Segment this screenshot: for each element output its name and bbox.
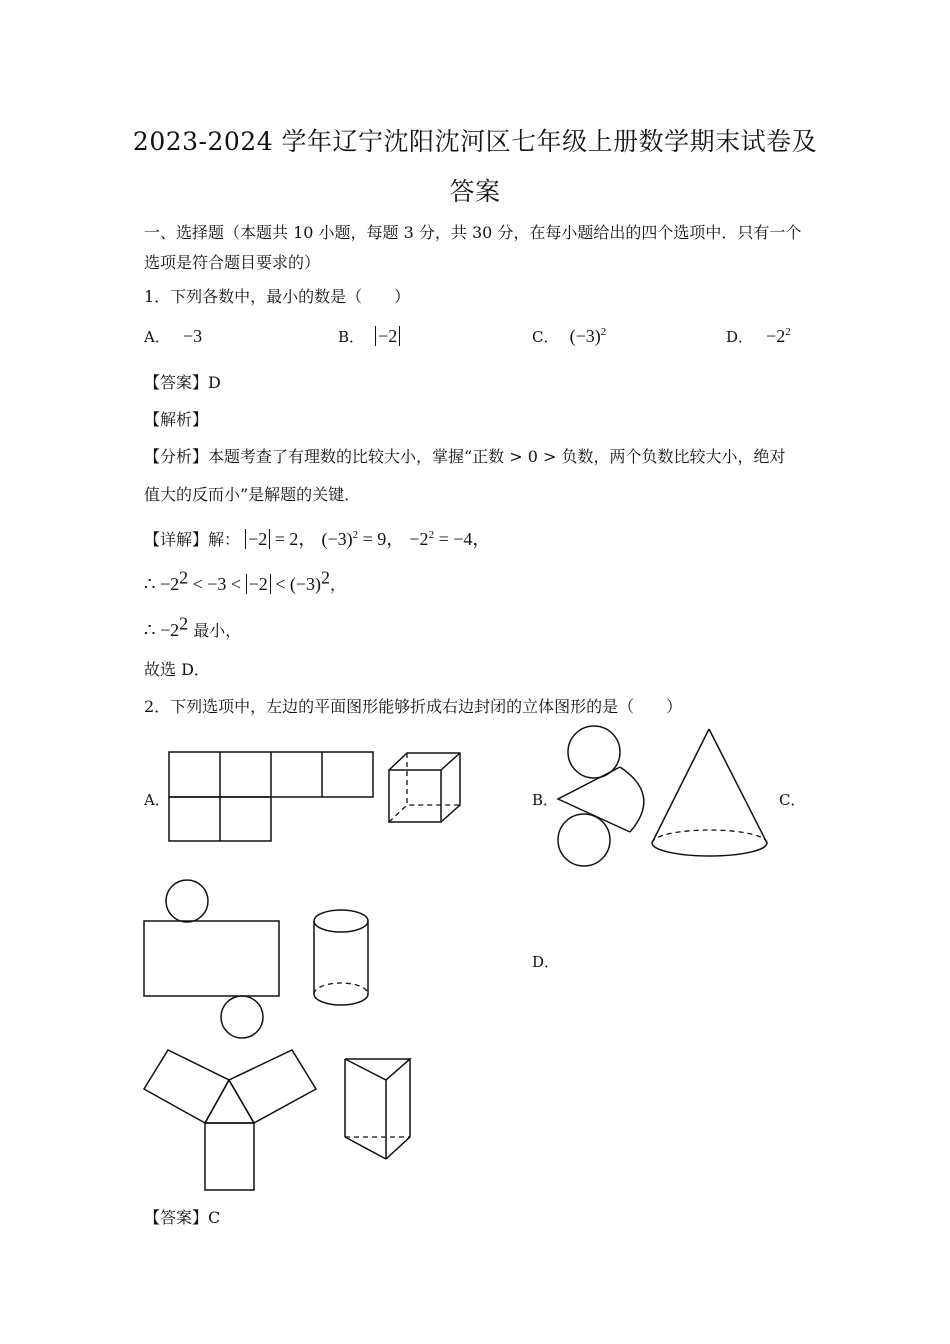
q1-option-d-base: −2 [766,326,786,346]
q1-therefore2-exp: 2 [179,613,189,634]
q2-option-d-label: D． [532,953,560,971]
q1-detail-eq3: = −4， [434,529,491,549]
q2-d-cylinder-net [144,880,279,1038]
q2-prism [345,1059,410,1159]
q1-detail-neg-power-base: −2 [409,529,429,549]
section-heading-cont: 选项是符合题目要求的） [144,253,321,272]
q1-detail-power-exp: 2 [352,529,359,541]
q1-detail-power-base: (−3) [321,529,353,549]
q1-therefore2-a: ∴ −2 [144,620,180,640]
q2-prism-net [144,1050,316,1190]
q2-option-a-label: A． [144,791,170,809]
q2-a-cube-net [169,752,373,841]
q1-therefore1-abs: −2 [246,574,271,594]
q1-therefore1-end: ， [330,575,347,594]
question-2-stem: 2．下列选项中，左边的平面图形能够折成右边封闭的立体图形的是（ ） [144,697,683,716]
q1-option-a-label: A． [144,328,170,346]
question-1-stem: 1．下列各数中，最小的数是（ ） [144,287,411,306]
q1-analysis-line1: 【分析】本题考查了有理数的比较大小，掌握“正数 > 0 > 负数，两个负数比较大小，绝对 [144,447,786,466]
q2-option-b-label: B． [532,791,559,809]
q1-therefore1-a: ∴ −2 [144,574,180,594]
q1-option-d-exponent: 2 [785,326,791,338]
q1-detail-eq1: = 2， [270,529,317,549]
document-title-line2: 答案 [449,177,501,206]
document-title-line1: 2023-2024 学年辽宁沈阳沈河区七年级上册数学期末试卷及 [132,127,818,156]
q1-option-b-value: −2 [375,326,400,346]
q1-therefore2-b: 最小， [188,621,242,640]
q1-option-c-exponent: 2 [600,326,607,338]
q2-a-cube [389,753,460,822]
q2-c-cone [652,729,767,856]
q1-detail-prefix: 【详解】解： [144,530,241,549]
q1-option-c-base: (−3) [569,326,601,346]
q1-analysis-line2: 值大的反而小”是解题的关键． [144,485,361,504]
q1-option-c-label: C． [532,328,559,346]
q2-b-cone-net [558,726,644,866]
q1-answer: 【答案】D [144,373,221,392]
q1-conclusion: 故选 D． [144,660,210,679]
q1-option-d-label: D． [726,328,754,346]
q2-option-c-label: C． [779,791,806,809]
q1-option-b-label: B． [338,328,365,346]
q2-answer: 【答案】C [144,1208,221,1227]
section-heading: 一、选择题（本题共 10 小题，每题 3 分，共 30 分，在每小题给出的四个选项中．只有一个 [144,223,802,242]
q1-analysis-heading: 【解析】 [144,410,209,429]
q1-detail-abs: −2 [245,529,270,549]
q1-therefore1-b: < −3 < [188,574,246,594]
q1-detail-neg-power-exp: 2 [428,529,435,541]
q1-detail-eq2: = 9， [358,529,405,549]
q2-d-cylinder [314,910,368,1005]
q1-therefore1-a-exp: 2 [179,567,189,588]
q1-option-a-value: −3 [182,326,203,346]
q1-therefore1-c: < (−3) [270,574,322,594]
q1-therefore1-c-exp: 2 [321,567,331,588]
